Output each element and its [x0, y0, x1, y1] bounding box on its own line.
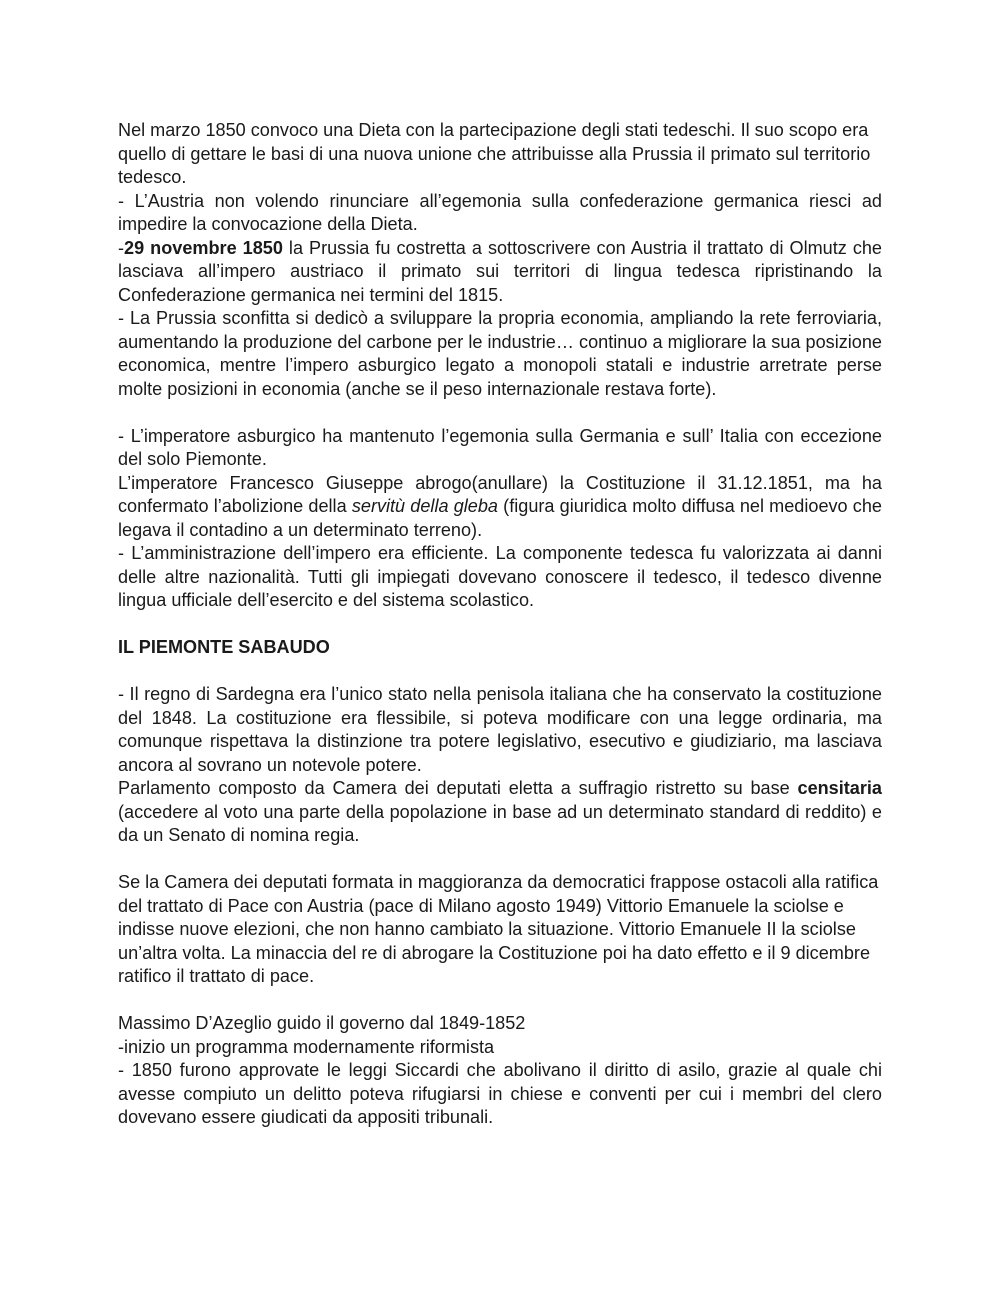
costituzione-text-after: (figura giuridica molto diffusa nel medioevo che legava il contadino a un determinato terreno). [118, 496, 882, 540]
paragraph-siccardi: - 1850 furono approvate le leggi Siccardi che abolivano il diritto di asilo, grazie al quale chi avesse compiuto un delitto poteva rifugiarsi in chiese e conventi per cui i membri del clero dovevano essere giudicati da appositi tribunali. [118, 1060, 882, 1127]
costituzione-text-before: L’imperatore Francesco Giuseppe abrogo(anullare) la Costituzione il 31.12.1851, ma ha confermato l’abolizione della [118, 472, 882, 516]
spacer [118, 401, 882, 425]
bold-term: censitaria [797, 778, 882, 798]
paragraph-parlamento [118, 777, 882, 848]
italic-term: servitù della gleba [351, 496, 498, 516]
spacer [118, 989, 882, 1013]
paragraph-olmutz [118, 237, 882, 308]
date-bold: 29 novembre 1850 [124, 237, 283, 258]
paragraph-austria: - L’Austria non volendo rinunciare all’egemonia sulla confederazione germanica riesci ad impedire la convocazione della Dieta. [118, 190, 882, 234]
spacer [118, 613, 882, 637]
spacer [118, 660, 882, 684]
paragraph-sardegna: - Il regno di Sardegna era l’unico stato nella penisola italiana che ha conservato la costituzione del 1848. La costituzione era flessibile, si poteva modificare con una legge ordinaria, ma comunque rispettava la distinzione tra potere legislativo, esecutivo e giudiziario, ma lasciava ancora al sovrano un notevole potere. [118, 684, 882, 775]
paragraph-amministrazione: - L’amministrazione dell’impero era efficiente. La componente tedesca fu valorizzata ai danni delle altre nazionalità. Tutti gli impiegati dovevano conoscere il tedesco, il tedesco divenne lingua ufficiale dell’esercito e del sistema scolastico. [118, 543, 882, 610]
line-programma: -inizio un programma modernamente riformista [118, 1036, 495, 1057]
olmutz-text: la Prussia fu costretta a sottoscrivere con Austria il trattato di Olmutz che lasciava all’impero austriaco il primato sui territori di lingua tedesca ripristinando la Confederazione germanica nei termini del 1815. [118, 237, 882, 305]
paragraph-costituzione [118, 472, 882, 543]
spacer [118, 848, 882, 872]
paragraph-camera: Se la Camera dei deputati formata in maggioranza da democratici frappose ostacoli alla ratifica del trattato di Pace con Austria (pace di Milano agosto 1949) Vittorio Emanuele la sciolse e indisse nuove elezioni, che non hanno cambiato la situazione. Vittorio Emanuele II la sciolse un’altra volta. La minaccia del re di abrogare la Costituzione poi ha dato effetto e il 9 dicembre ratifico il trattato di pace. [118, 872, 879, 986]
section-heading: IL PIEMONTE SABAUDO [118, 637, 330, 657]
paragraph-dieta: Nel marzo 1850 convoco una Dieta con la partecipazione degli stati tedeschi. Il suo scopo era quello di gettare le basi di una nuova unione che attribuisse alla Prussia il primato sul territorio tedesco. [118, 120, 871, 187]
parlamento-text-before: Parlamento composto da Camera dei deputati eletta a suffragio ristretto su base [118, 778, 798, 798]
paragraph-prussia-economy: - La Prussia sconfitta si dedicò a sviluppare la propria economia, ampliando la rete ferroviaria, aumentando la produzione del carbone per le industrie… continuo a migliorare la sua posizione economica, mentre l’impero asburgico legato a monopoli statali e industrie arretrate perse molte posizioni in economia (anche se il peso internazionale restava forte). [118, 308, 882, 399]
document-page [118, 119, 882, 1130]
bullet-dash: - [118, 237, 125, 258]
parlamento-text-after: (accedere al voto una parte della popolazione in base ad un determinato standard di reddito) e da un Senato di nomina regia. [118, 801, 882, 845]
paragraph-egemonia: - L’imperatore asburgico ha mantenuto l’egemonia sulla Germania e sull’ Italia con eccezione del solo Piemonte. [118, 425, 882, 469]
line-dazeglio: Massimo D’Azeglio guido il governo dal 1849-1852 [118, 1013, 526, 1033]
